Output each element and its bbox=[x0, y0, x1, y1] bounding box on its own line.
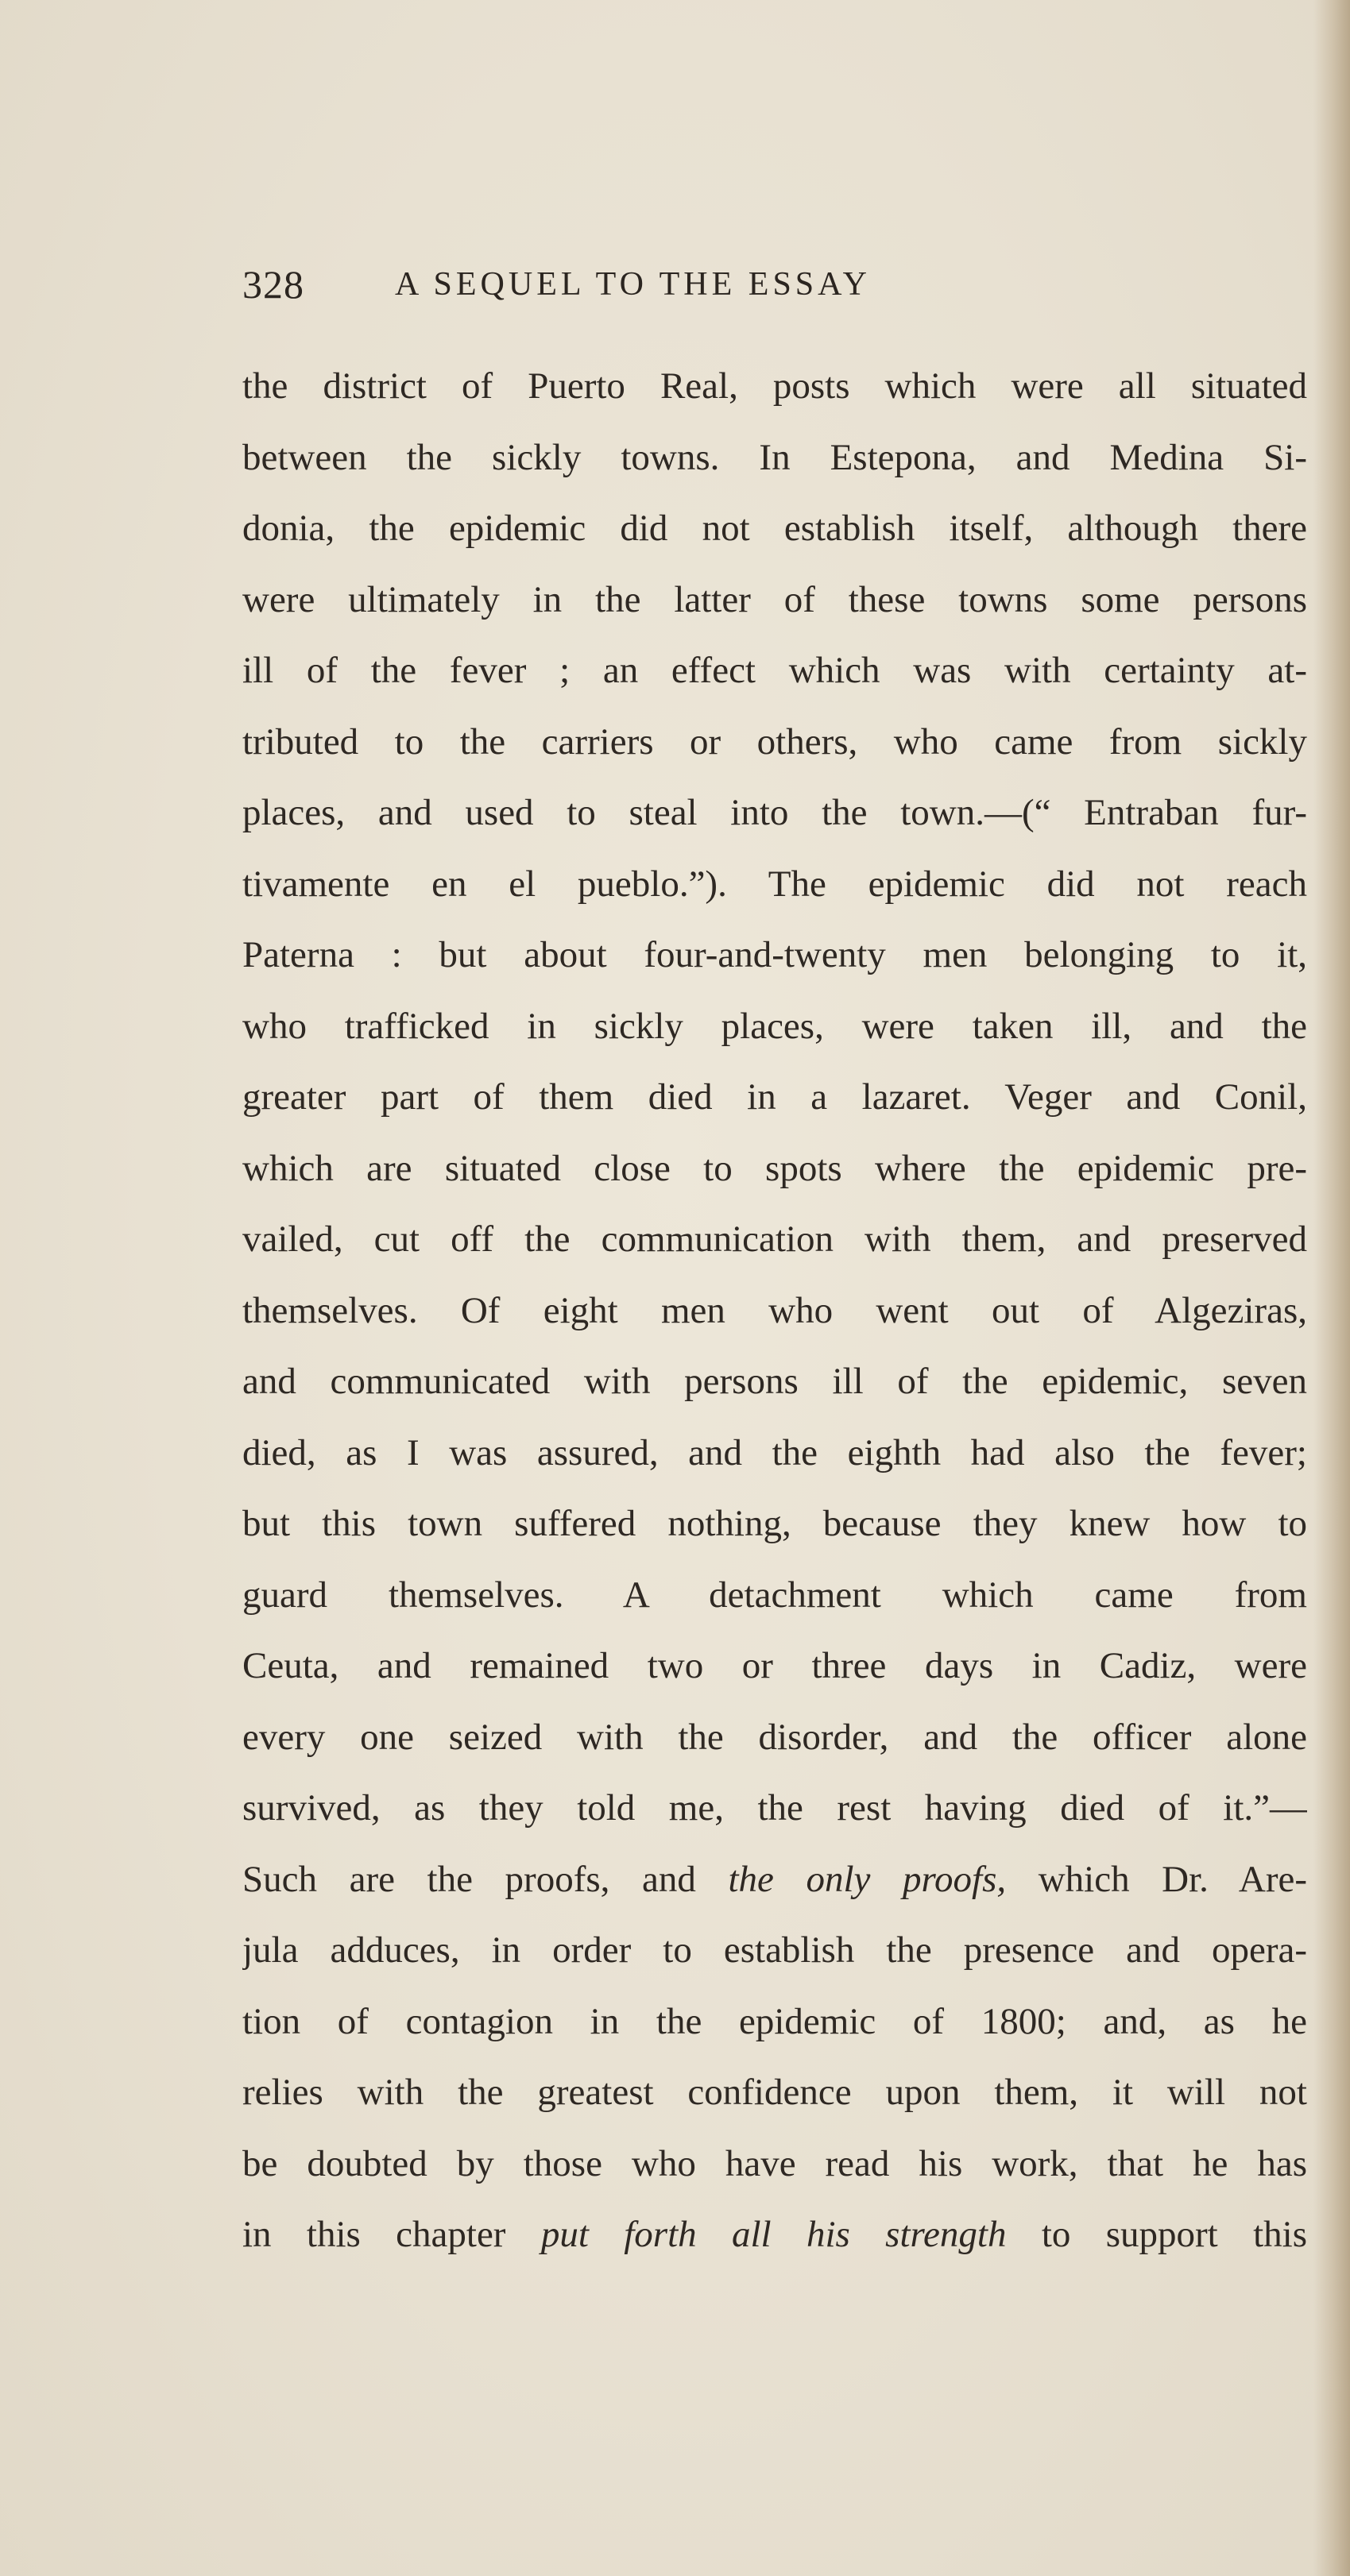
italic-phrase: the only proofs, bbox=[728, 1858, 1007, 1900]
text-line bbox=[242, 351, 1307, 423]
text-line bbox=[242, 1418, 1307, 1489]
running-title: A SEQUEL TO THE ESSAY bbox=[395, 266, 871, 303]
text-line bbox=[242, 2129, 1307, 2200]
text-run: but this town suffered nothing, because they knew how to bbox=[242, 1503, 1307, 1544]
text-run: tion of contagion in the epidemic of 1800; and, as he bbox=[242, 2000, 1307, 2042]
text-line bbox=[242, 1702, 1307, 1774]
text-run: relies with the greatest confidence upon them, it will not bbox=[242, 2072, 1307, 2113]
text-run: survived, as they told me, the rest having died of it.”— bbox=[242, 1787, 1307, 1829]
text-run: jula adduces, in order to establish the presence and opera- bbox=[242, 1929, 1307, 1971]
text-run: every one seized with the disorder, and the officer alone bbox=[242, 1716, 1307, 1758]
text-line bbox=[242, 778, 1307, 849]
text-line bbox=[242, 493, 1307, 565]
text-line bbox=[242, 1276, 1307, 1347]
text-run: donia, the epidemic did not establish itself, although there bbox=[242, 508, 1307, 549]
text-line bbox=[242, 1773, 1307, 1844]
text-run: which Dr. Are- bbox=[1006, 1858, 1307, 1900]
text-line bbox=[242, 1987, 1307, 2058]
page-number: 328 bbox=[242, 262, 304, 307]
text-line bbox=[242, 1134, 1307, 1205]
text-run: who trafficked in sickly places, were taken ill, and the bbox=[242, 1005, 1307, 1047]
text-line bbox=[242, 849, 1307, 921]
text-line bbox=[242, 991, 1307, 1063]
text-line bbox=[242, 2199, 1307, 2271]
text-run: vailed, cut off the communication with them, and preserved bbox=[242, 1218, 1307, 1260]
text-line bbox=[242, 1844, 1307, 1916]
text-line bbox=[242, 2057, 1307, 2129]
text-run: be doubted by those who have read his work, that he has bbox=[242, 2142, 1307, 2184]
text-line bbox=[242, 1560, 1307, 1632]
text-run: greater part of them died in a lazaret. Veger and Conil, bbox=[242, 1076, 1307, 1118]
text-run: the district of Puerto Real, posts which were all situated bbox=[242, 365, 1307, 407]
text-run: places, and used to steal into the town.—(“ Entraban fur- bbox=[242, 792, 1307, 833]
text-run: guard themselves. A detachment which came from bbox=[242, 1574, 1307, 1616]
text-run: Such are the proofs, and bbox=[242, 1858, 729, 1900]
page-edge-shadow bbox=[1313, 0, 1350, 2576]
text-run: between the sickly towns. In Estepona, and Medina Si- bbox=[242, 436, 1307, 478]
text-run: Paterna : but about four-and-twenty men belonging to it, bbox=[242, 934, 1307, 975]
text-line bbox=[242, 1062, 1307, 1134]
body-text bbox=[242, 351, 1307, 2271]
text-run: to support this bbox=[1006, 2214, 1307, 2255]
text-line bbox=[242, 1631, 1307, 1702]
text-run: and communicated with persons ill of the epidemic, seven bbox=[242, 1361, 1307, 1402]
text-run: Ceuta, and remained two or three days in Cadiz, were bbox=[242, 1645, 1307, 1686]
text-line bbox=[242, 1346, 1307, 1418]
text-run: which are situated close to spots where the epidemic pre- bbox=[242, 1147, 1307, 1189]
text-line bbox=[242, 1489, 1307, 1560]
italic-phrase: put forth all his strength bbox=[540, 2214, 1007, 2255]
text-line bbox=[242, 565, 1307, 636]
text-line bbox=[242, 707, 1307, 778]
text-run: themselves. Of eight men who went out of Algeziras, bbox=[242, 1289, 1307, 1331]
text-run: died, as I was assured, and the eighth had also the fever; bbox=[242, 1431, 1307, 1473]
text-run: tributed to the carriers or others, who came from sickly bbox=[242, 720, 1307, 763]
text-run: were ultimately in the latter of these towns some persons bbox=[242, 578, 1307, 620]
text-line bbox=[242, 635, 1307, 707]
text-line bbox=[242, 423, 1307, 494]
text-line bbox=[242, 1204, 1307, 1276]
text-run: ill of the fever ; an effect which was with certainty at- bbox=[242, 650, 1307, 691]
text-line bbox=[242, 920, 1307, 991]
text-run: in this chapter bbox=[242, 2214, 541, 2255]
text-run: tivamente en el pueblo.”). The epidemic did not reach bbox=[242, 863, 1307, 905]
text-line bbox=[242, 1915, 1307, 1987]
running-head bbox=[242, 253, 1307, 316]
